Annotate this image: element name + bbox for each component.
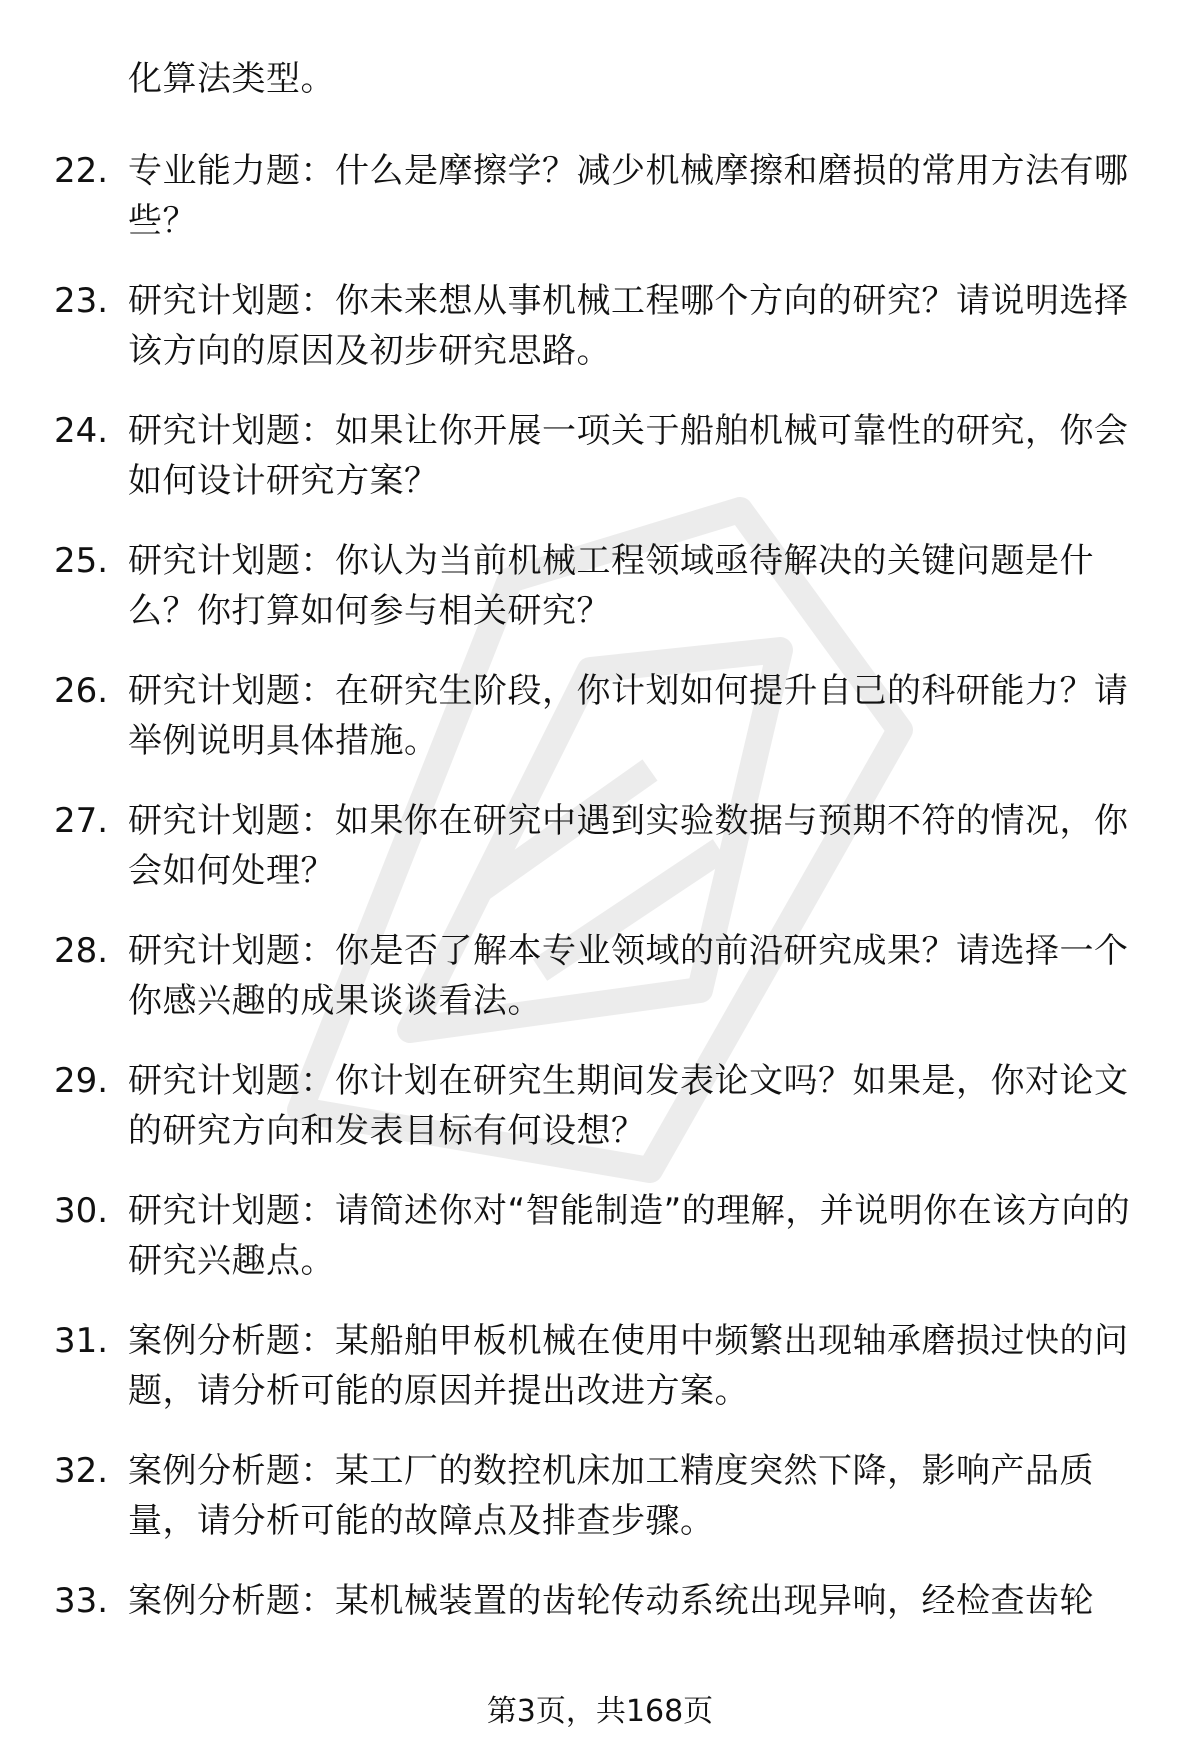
question-text: 专业能力题：什么是摩擦学？减少机械摩擦和磨损的常用方法有哪些？ [128, 151, 1129, 241]
question-text: 案例分析题：某机械装置的齿轮传动系统出现异响，经检查齿轮 [128, 1581, 1094, 1621]
question-item [0, 1186, 1200, 1316]
question-text: 研究计划题：如果你在研究中遇到实验数据与预期不符的情况，你会如何处理？ [128, 801, 1129, 891]
question-text: 研究计划题：你认为当前机械工程领域亟待解决的关键问题是什么？你打算如何参与相关研究？ [128, 541, 1094, 631]
question-item [0, 666, 1200, 796]
question-number: 25. [54, 541, 109, 581]
question-item [0, 1316, 1200, 1446]
question-number: 27. [54, 801, 109, 841]
question-number: 23. [54, 281, 109, 321]
question-item [0, 926, 1200, 1056]
question-item [0, 536, 1200, 666]
question-text: 研究计划题：你计划在研究生期间发表论文吗？如果是，你对论文的研究方向和发表目标有何设想？ [128, 1061, 1129, 1151]
page-footer: 第3页，共168页 [486, 1694, 714, 1729]
question-item [0, 406, 1200, 536]
question-item [0, 1576, 1200, 1706]
question-number: 33. [54, 1581, 109, 1621]
question-number: 32. [54, 1451, 109, 1491]
question-number: 29. [54, 1061, 109, 1101]
question-text: 案例分析题：某船舶甲板机械在使用中频繁出现轴承磨损过快的问题，请分析可能的原因并提出改进方案。 [128, 1321, 1129, 1411]
continued-text: 化算法类型。 [128, 59, 335, 99]
question-text: 研究计划题：请简述你对“智能制造”的理解，并说明你在该方向的研究兴趣点。 [128, 1191, 1131, 1281]
question-number: 22. [54, 151, 109, 191]
question-text: 研究计划题：如果让你开展一项关于船舶机械可靠性的研究，你会如何设计研究方案？ [128, 411, 1129, 501]
question-list [0, 146, 1200, 1706]
question-text: 研究计划题：在研究生阶段，你计划如何提升自己的科研能力？请举例说明具体措施。 [128, 671, 1129, 761]
question-item [0, 146, 1200, 276]
question-number: 31. [54, 1321, 109, 1361]
question-text: 研究计划题：你未来想从事机械工程哪个方向的研究？请说明选择该方向的原因及初步研究思路。 [128, 281, 1129, 371]
question-text: 研究计划题：你是否了解本专业领域的前沿研究成果？请选择一个你感兴趣的成果谈谈看法。 [128, 931, 1129, 1021]
question-number: 30. [54, 1191, 109, 1231]
question-number: 28. [54, 931, 109, 971]
question-number: 24. [54, 411, 109, 451]
question-item [0, 276, 1200, 406]
question-item [0, 1446, 1200, 1576]
question-item [0, 796, 1200, 926]
question-number: 26. [54, 671, 109, 711]
question-text: 案例分析题：某工厂的数控机床加工精度突然下降，影响产品质量，请分析可能的故障点及排查步骤。 [128, 1451, 1094, 1541]
question-item [0, 1056, 1200, 1186]
